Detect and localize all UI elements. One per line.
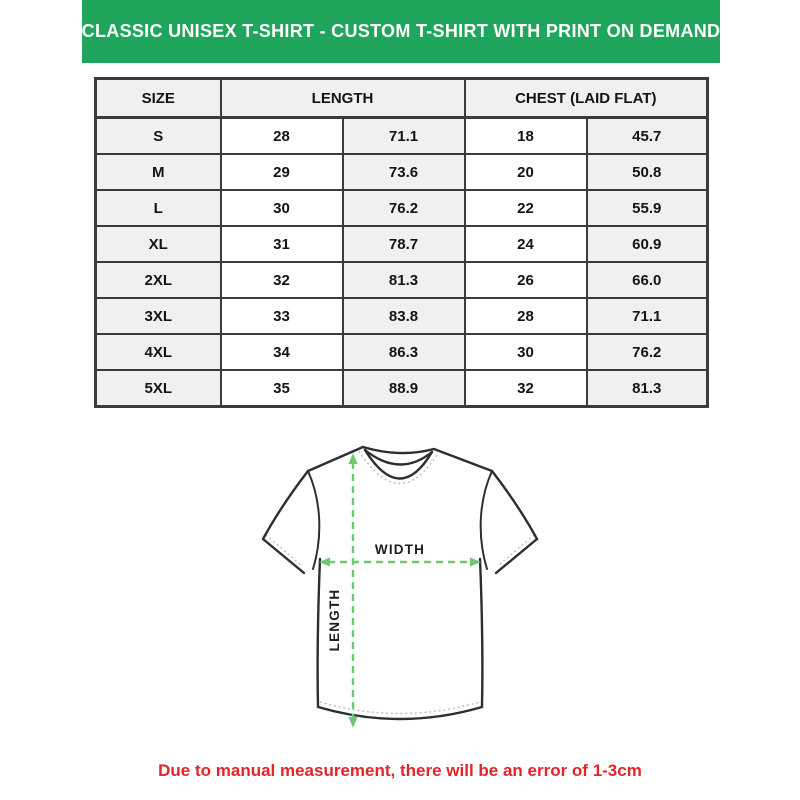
chest-cm-cell: 55.9: [587, 190, 708, 226]
length-in-cell: 34: [221, 334, 343, 370]
size-cell: 4XL: [96, 334, 221, 370]
chest-in-cell: 18: [465, 118, 587, 155]
tshirt-stitching: [266, 451, 534, 714]
length-cm-cell: 71.1: [343, 118, 465, 155]
tshirt-outline: [263, 447, 537, 719]
size-cell: L: [96, 190, 221, 226]
chest-cm-cell: 71.1: [587, 298, 708, 334]
length-cm-cell: 78.7: [343, 226, 465, 262]
chest-cm-cell: 50.8: [587, 154, 708, 190]
arrowhead-top: [349, 453, 358, 464]
length-in-cell: 28: [221, 118, 343, 155]
length-cm-cell: 76.2: [343, 190, 465, 226]
header-chest: CHEST (LAID FLAT): [465, 79, 708, 118]
chest-in-cell: 32: [465, 370, 587, 407]
length-in-cell: 29: [221, 154, 343, 190]
length-cm-cell: 81.3: [343, 262, 465, 298]
table-body: [96, 118, 708, 407]
chest-in-cell: 28: [465, 298, 587, 334]
table-row: [96, 190, 708, 226]
table-row: [96, 334, 708, 370]
size-cell: 5XL: [96, 370, 221, 407]
size-cell: 2XL: [96, 262, 221, 298]
header-size: SIZE: [96, 79, 221, 118]
chest-cm-cell: 76.2: [587, 334, 708, 370]
chest-cm-cell: 66.0: [587, 262, 708, 298]
chest-in-cell: 24: [465, 226, 587, 262]
title-banner: [82, 0, 720, 63]
chest-in-cell: 20: [465, 154, 587, 190]
table-row: [96, 154, 708, 190]
chest-in-cell: 26: [465, 262, 587, 298]
table-header-row: [96, 79, 708, 118]
length-in-cell: 30: [221, 190, 343, 226]
length-in-cell: 33: [221, 298, 343, 334]
tshirt-diagram: [240, 438, 560, 740]
length-in-cell: 31: [221, 226, 343, 262]
table-row: [96, 226, 708, 262]
arrowhead-bottom: [349, 717, 358, 728]
size-cell: M: [96, 154, 221, 190]
chest-cm-cell: 45.7: [587, 118, 708, 155]
size-chart-table: [94, 77, 709, 408]
measurement-note: Due to manual measurement, there will be an error of 1-3cm: [158, 761, 642, 780]
length-cm-cell: 73.6: [343, 154, 465, 190]
size-cell: S: [96, 118, 221, 155]
length-cm-cell: 83.8: [343, 298, 465, 334]
table-row: [96, 262, 708, 298]
size-cell: 3XL: [96, 298, 221, 334]
length-cm-cell: 86.3: [343, 334, 465, 370]
table-row: [96, 370, 708, 407]
table-row: [96, 118, 708, 155]
chest-cm-cell: 81.3: [587, 370, 708, 407]
width-label: WIDTH: [374, 542, 426, 557]
chest-cm-cell: 60.9: [587, 226, 708, 262]
length-label: LENGTH: [327, 588, 342, 652]
length-arrow: [349, 453, 358, 728]
page-title: CLASSIC UNISEX T-SHIRT - CUSTOM T-SHIRT WITH PRINT ON DEMAND: [81, 21, 721, 41]
size-cell: XL: [96, 226, 221, 262]
chest-in-cell: 30: [465, 334, 587, 370]
length-in-cell: 32: [221, 262, 343, 298]
length-in-cell: 35: [221, 370, 343, 407]
chest-in-cell: 22: [465, 190, 587, 226]
header-length: LENGTH: [221, 79, 465, 118]
width-arrow: [319, 558, 481, 567]
length-cm-cell: 88.9: [343, 370, 465, 407]
table-row: [96, 298, 708, 334]
